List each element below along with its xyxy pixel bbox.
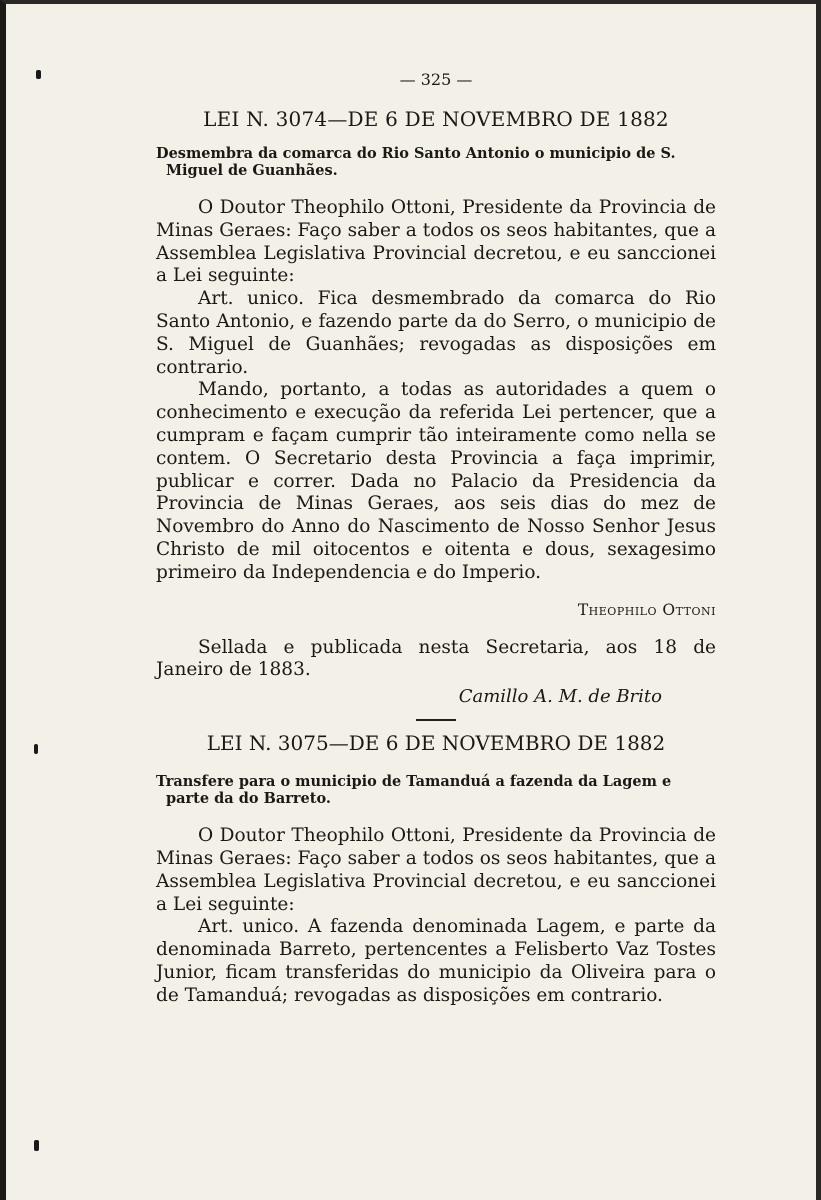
page-content	[156, 70, 716, 1008]
law-1-signature: Theophilo Ottoni	[577, 600, 716, 619]
law-1-summary: Desmembra da comarca do Rio Santo Antonio o municipio de S. Miguel de Guanhães.	[156, 145, 676, 179]
page-number: — 325 —	[399, 70, 473, 89]
ink-speck	[34, 744, 38, 754]
law-2-title: LEI N. 3075—DE 6 DE NOVEMBRO DE 1882	[206, 731, 666, 756]
ink-speck	[36, 70, 41, 79]
law-2-summary: Transfere para o municipio de Tamanduá a fazenda da Lagem e parte da do Barreto.	[156, 773, 672, 808]
law-1-mando: Mando, portanto, a todas as autoridades a quem o conhecimento e execução da referida Lei pertencer, que a cumpram e façam cumprir tão inteiramente como nella se contem. O Secretario desta Provincia a faça imprimir, publicar e correr. Dada no Palacio da Presidencia da Provincia de Minas Geraes, aos seis dias do mez de Novembro do Anno do Nascimento de Nosso Senhor Jesus Christo de mil oitocentos e oitenta e dous, sexagesimo primeiro da Independencia e do Imperio.	[156, 379, 716, 583]
section-divider	[416, 719, 456, 721]
law-2-preamble: O Doutor Theophilo Ottoni, Presidente da Provincia de Minas Geraes: Faço saber a todos os seos habitantes, que a Assemblea Legislativa Provincial decretou, e eu sanccionei a Lei seguinte:	[156, 825, 716, 915]
law-2-article: Art. unico. A fazenda denominada Lagem, e parte da denominada Barreto, pertencentes a Felisberto Vaz Tostes Junior, ficam transferidas do municipio da Oliveira para o de Tamanduá; revogadas as disposições em contrario.	[156, 916, 716, 1006]
law-1-article: Art. unico. Fica desmembrado da comarca do Rio Santo Antonio, e fazendo parte da do Serro, o municipio de S. Miguel de Guanhães; revogadas as disposições em contrario.	[156, 288, 716, 378]
law-1-title: LEI N. 3074—DE 6 DE NOVEMBRO DE 1882	[203, 107, 669, 131]
law-1-preamble: O Doutor Theophilo Ottoni, Presidente da Provincia de Minas Geraes: Faço saber a todos os seos habitantes, que a Assemblea Legislativa Provincial decretou, e eu sanccionei a Lei seguinte:	[156, 197, 716, 287]
law-1-secretary: Camillo A. M. de Brito	[458, 686, 662, 708]
ink-speck	[34, 1140, 39, 1151]
law-1-sealed: Sellada e publicada nesta Secretaria, aos 18 de Janeiro de 1883.	[156, 636, 716, 681]
